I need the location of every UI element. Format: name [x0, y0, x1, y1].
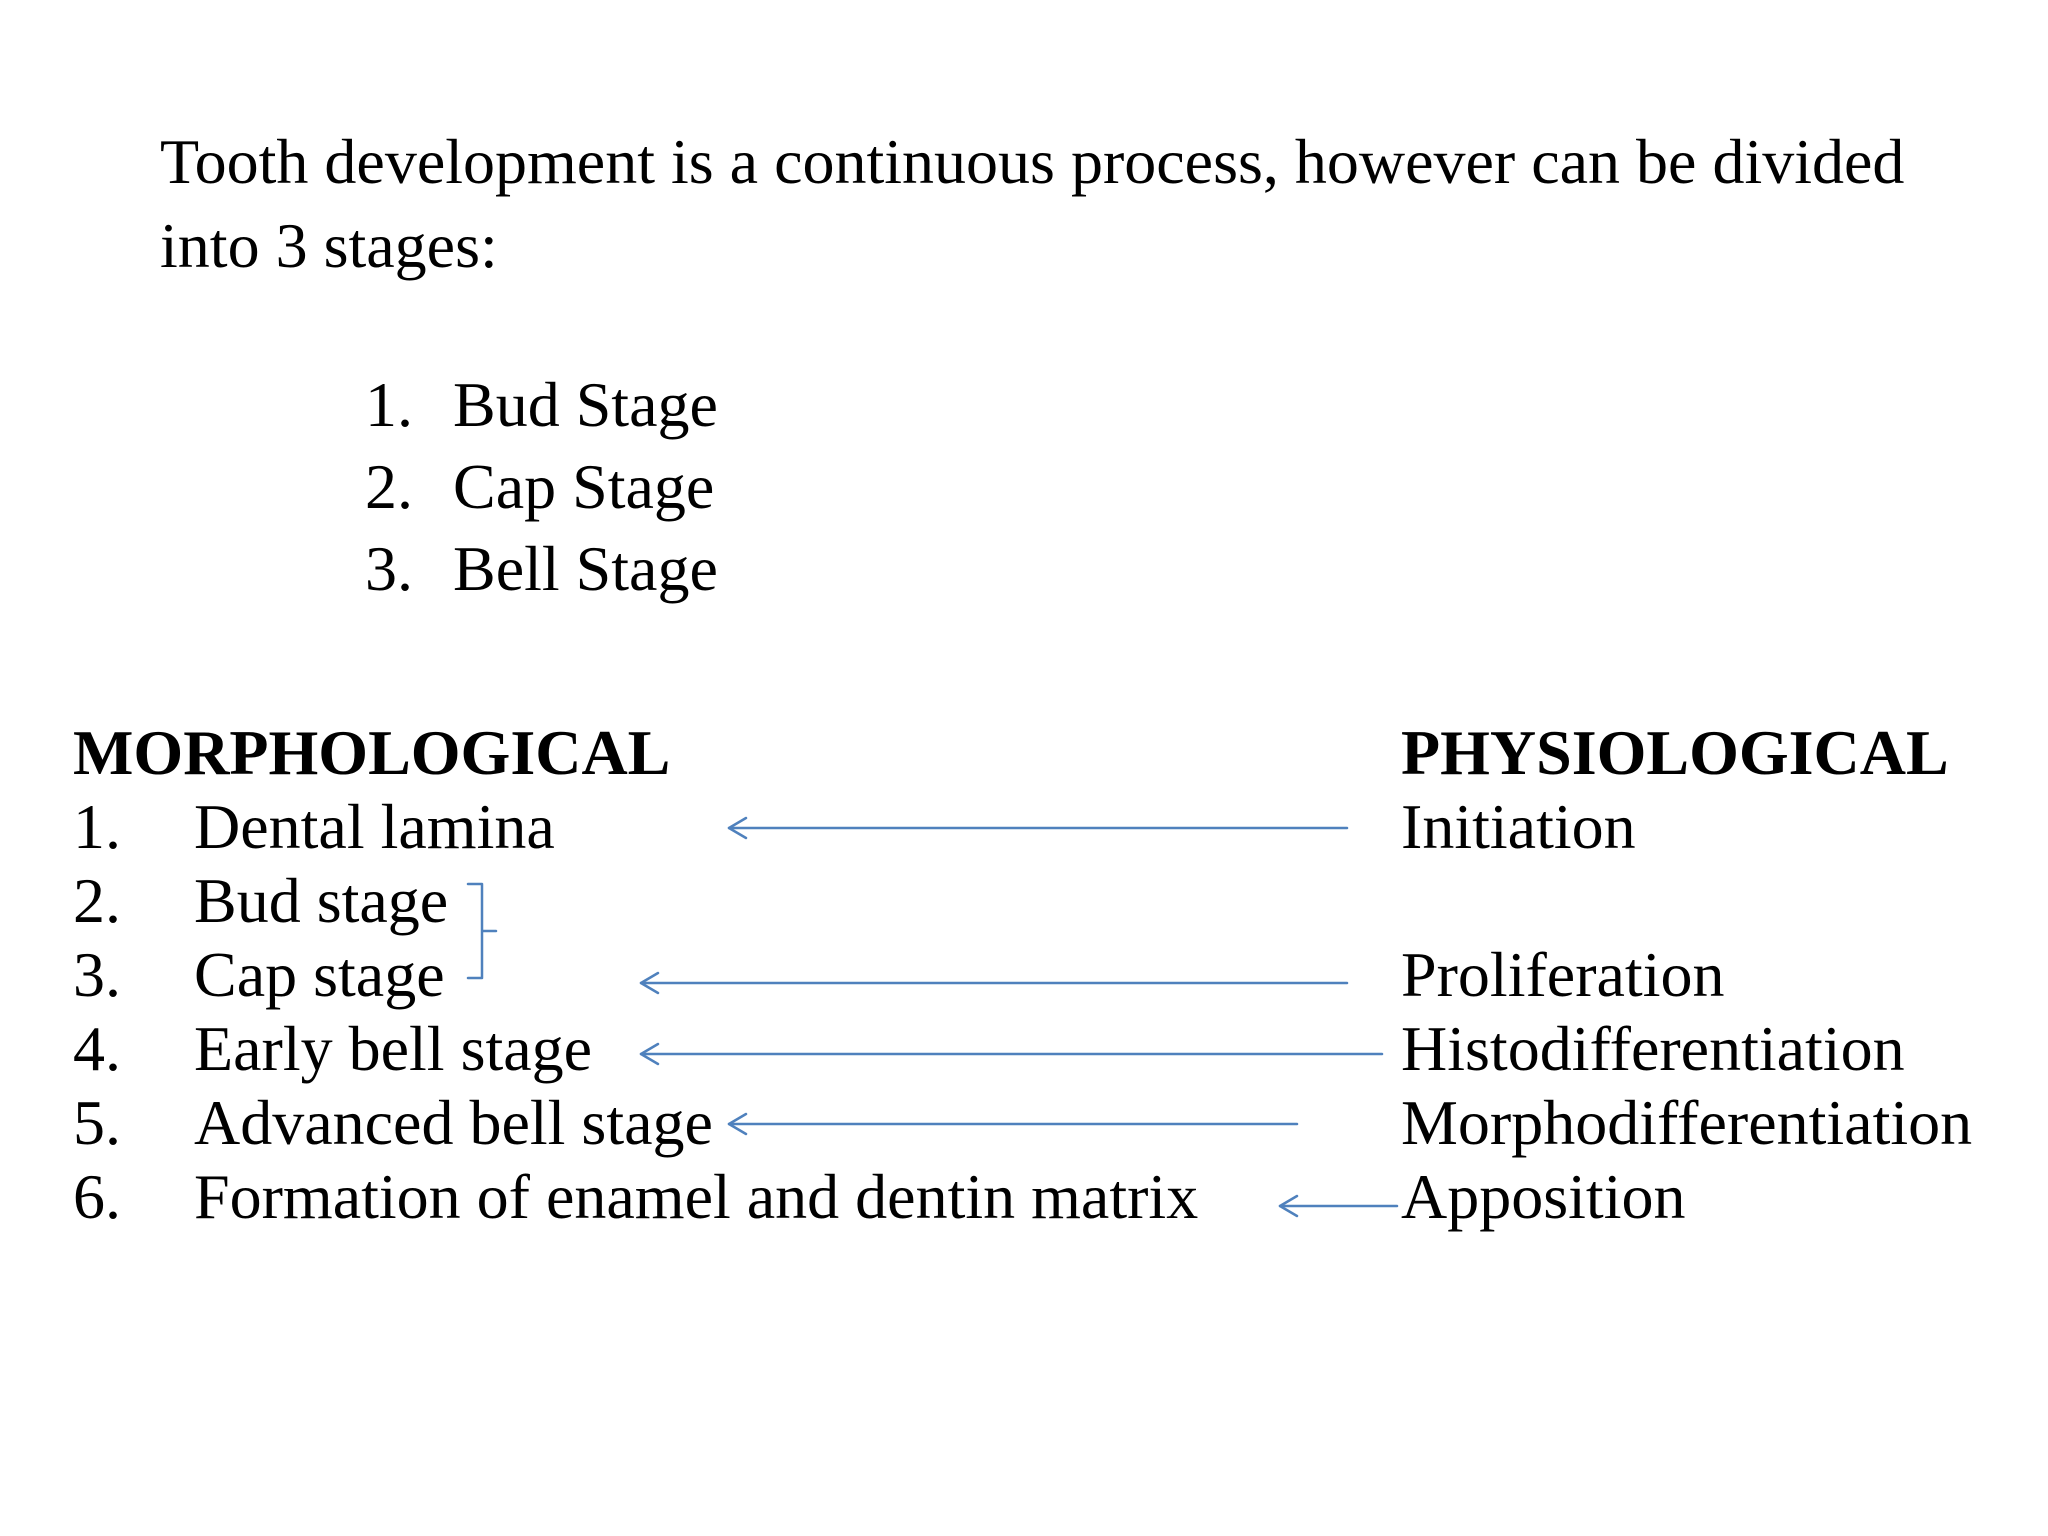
stage-label: Cap Stage — [453, 451, 715, 522]
list-item — [365, 528, 718, 610]
list-number: 3. — [73, 939, 121, 1010]
list-item — [73, 864, 1198, 938]
list-number: 4. — [73, 1013, 121, 1084]
list-item — [365, 446, 718, 528]
list-number: 2. — [365, 451, 413, 522]
list-item — [73, 1160, 1198, 1234]
morph-label-early-bell: Early bell stage — [194, 1013, 593, 1084]
phys-label-proliferation: Proliferation — [1401, 939, 1725, 1010]
physiological-heading: PHYSIOLOGICAL — [1401, 717, 1949, 788]
stage-label: Bell Stage — [453, 533, 718, 604]
list-number: 2. — [73, 865, 121, 936]
list-item — [73, 938, 1198, 1012]
list-number: 1. — [73, 791, 121, 862]
intro-text: Tooth development is a continuous process, however can be divided into 3 stages: — [160, 126, 1905, 281]
stage-list — [365, 364, 718, 610]
morph-label-formation: Formation of enamel and dentin matrix — [194, 1161, 1199, 1232]
list-number: 5. — [73, 1087, 121, 1158]
phys-label-morphodifferentiation: Morphodifferentiation — [1401, 1087, 1973, 1158]
morph-label-dental-lamina: Dental lamina — [194, 791, 555, 862]
morph-label-cap-stage: Cap stage — [194, 939, 445, 1010]
morph-label-bud-stage: Bud stage — [194, 865, 449, 936]
list-item — [365, 364, 718, 446]
list-number: 1. — [365, 369, 413, 440]
morph-label-advanced-bell: Advanced bell stage — [194, 1087, 713, 1158]
phys-label-initiation: Initiation — [1401, 791, 1636, 862]
arrow-apposition — [1280, 1196, 1397, 1216]
list-number: 3. — [365, 533, 413, 604]
list-item — [73, 1012, 1198, 1086]
stage-label: Bud Stage — [453, 369, 718, 440]
list-number: 6. — [73, 1161, 121, 1232]
morphological-heading: MORPHOLOGICAL — [73, 717, 671, 788]
list-item — [73, 790, 1198, 864]
list-item — [73, 1086, 1198, 1160]
morphological-list — [73, 790, 1198, 1234]
phys-label-histodifferentiation: Histodifferentiation — [1401, 1013, 1905, 1084]
phys-label-apposition: Apposition — [1401, 1161, 1686, 1232]
